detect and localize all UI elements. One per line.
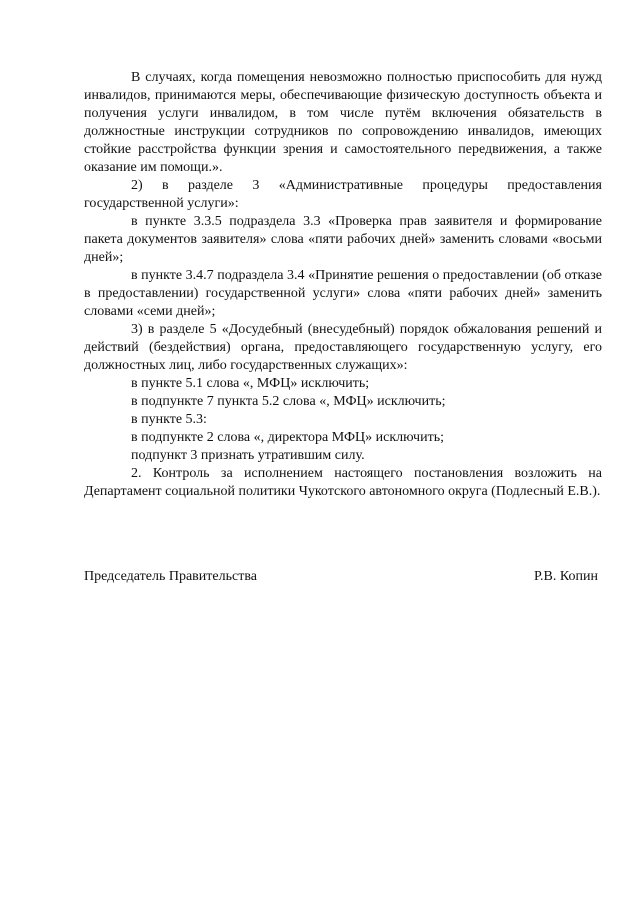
paragraph-item-5-3: в пункте 5.3:: [131, 412, 207, 427]
paragraph-subitem-2: в подпункте 2 слова «, директора МФЦ» исключить;: [131, 430, 444, 445]
paragraph-item-3-4-7: в пункте 3.4.7 подраздела 3.4 «Принятие решения о предоставлении (об отказе в предоставлении) государственной услуги» слова «пяти рабочих дней» заменить словами «семи дней»;: [84, 268, 602, 319]
signatory-name: Р.В. Копин: [534, 569, 598, 584]
document-body: [84, 69, 602, 501]
paragraph-item-3-3-5: в пункте 3.3.5 подраздела 3.3 «Проверка прав заявителя и формирование пакета документов заявителя» слова «пяти рабочих дней» заменить словами «восьми дней»;: [84, 214, 602, 265]
paragraph-subitem-3: подпункт 3 признать утратившим силу.: [131, 448, 365, 463]
paragraph-control: 2. Контроль за исполнением настоящего постановления возложить на Департамент социальной политики Чукотского автономного округа (Подлесный Е.В.).: [84, 466, 602, 499]
signature-block: [84, 568, 598, 586]
paragraph-section-3: 2) в разделе 3 «Административные процедуры предоставления государственной услуги»:: [84, 178, 602, 211]
paragraph-section-5: 3) в разделе 5 «Досудебный (внесудебный) порядок обжалования решений и действий (бездействия) органа, предоставляющего государственную услугу, его должностных лиц, либо государственных служащих»:: [84, 322, 602, 373]
paragraph-item-5-1: в пункте 5.1 слова «, МФЦ» исключить;: [131, 376, 370, 391]
signatory-position: Председатель Правительства: [84, 569, 257, 584]
paragraph-item-5-2: в подпункте 7 пункта 5.2 слова «, МФЦ» исключить;: [131, 394, 446, 409]
paragraph-accessibility: В случаях, когда помещения невозможно полностью приспособить для нужд инвалидов, принимаются меры, обеспечивающие физическую доступность объекта и получения услуги инвалидом, в том числе путём включения обязательств в должностные инструкции сотрудников по сопровождению инвалидов, имеющих стойкие расстройства функции зрения и самостоятельного передвижения, а также оказание им помощи.».: [84, 70, 602, 175]
